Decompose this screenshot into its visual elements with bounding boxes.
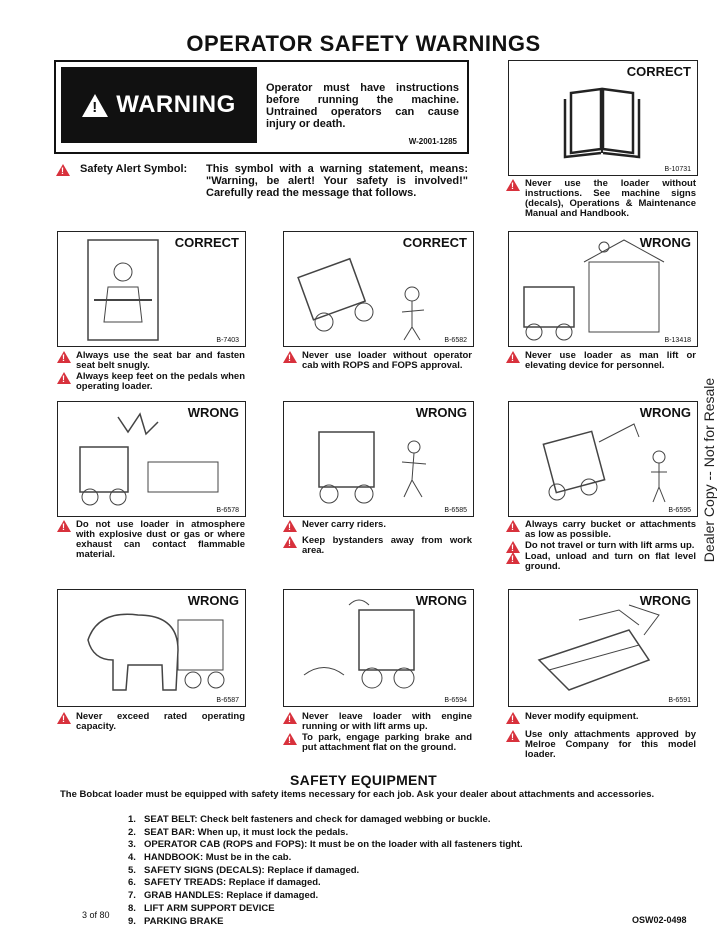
panel-code: B-6582 [444, 337, 467, 344]
warning-code: W-2001-1285 [408, 137, 457, 146]
safety-alert-icon [283, 351, 297, 363]
warning-header [61, 67, 257, 143]
safety-alert-icon [506, 520, 520, 532]
panel-code: B-6587 [216, 697, 239, 704]
panel-caption: ! Never carry riders. ! Keep bystanders away from work area. [283, 520, 472, 557]
panel-label: CORRECT [402, 235, 467, 250]
panel-code: B-7403 [216, 337, 239, 344]
warning-triangle-icon [82, 94, 108, 117]
safety-alert-icon [57, 520, 71, 532]
panel-label: WRONG [415, 405, 467, 420]
panel-label: WRONG [639, 593, 691, 608]
list-item: 1. SEAT BELT: Check belt fasteners and check for damaged webbing or buckle. [128, 814, 491, 825]
safety-alert-icon [57, 372, 71, 384]
warning-box [54, 60, 469, 154]
warning-message: Operator must have instructions before running the machine. Untrained operators can cause injury or death. [266, 82, 459, 130]
panel-caption: ! Never use the loader without instructions. See machine signs (decals), Operations & Maintenance Manual and Handbook. [506, 179, 696, 220]
list-item: 3. OPERATOR CAB (ROPS and FOPS): It must be on the loader with all fasteners tight. [128, 839, 523, 851]
panel-caption: ! Always carry bucket or attachments as low as possible. ! Do not travel or turn with lift arms up. ! Load, unload and turn on flat level ground. [506, 520, 696, 573]
panel-seat-bar [57, 231, 246, 347]
safety-alert-label: Safety Alert Symbol: [80, 163, 188, 175]
panel-code: B-10731 [664, 166, 691, 173]
list-item: 8. LIFT ARM SUPPORT DEVICE [128, 902, 275, 914]
list-item: 5. SAFETY SIGNS (DECALS): Replace if damaged. [128, 864, 360, 876]
panel-code: B-6585 [444, 507, 467, 514]
list-item: 9. PARKING BRAKE [128, 915, 224, 927]
panel-manual [508, 60, 698, 176]
panel-caption: ! Always use the seat bar and fasten seat belt snugly. ! Always keep feet on the pedals when operating loader. [57, 351, 245, 393]
safety-alert-icon [506, 730, 520, 742]
panel-explosive [57, 401, 246, 517]
safety-alert-icon [283, 712, 297, 724]
list-item: 6. SAFETY TREADS: Replace if damaged. [128, 877, 321, 889]
panel-label: WRONG [415, 593, 467, 608]
panel-label: WRONG [639, 405, 691, 420]
panel-caption: ! Never leave loader with engine running or with lift arms up. ! To park, engage parking brake and put attachment flat on the ground. [283, 712, 472, 754]
panel-bucket-low [508, 401, 698, 517]
panel-label: CORRECT [626, 64, 691, 79]
panel-rops [283, 231, 474, 347]
section-title: SAFETY EQUIPMENT [290, 772, 437, 788]
panel-caption: ! Never modify equipment. ! Use only attachments approved by Melroe Company for this model loader. [506, 712, 696, 761]
list-item: 2. SEAT BAR: When up, it must lock the pedals. [128, 826, 349, 838]
panel-riders [283, 401, 474, 517]
equipment-list [128, 814, 648, 928]
panel-caption: ! Do not use loader in atmosphere with explosive dust or gas or where exhaust can contact flammable material. [57, 520, 245, 561]
panel-caption: ! Never use loader without operator cab with ROPS and FOPS approval. [283, 351, 472, 372]
safety-alert-icon [506, 351, 520, 363]
safety-alert-icon [506, 179, 520, 191]
page-number: 3 of 80 [82, 910, 110, 920]
document-code: OSW02-0498 [632, 915, 687, 925]
panel-code: B-6578 [216, 507, 239, 514]
panel-engine-running [283, 589, 474, 707]
panel-man-lift [508, 231, 698, 347]
panel-label: WRONG [639, 235, 691, 250]
safety-alert-icon [506, 712, 520, 724]
panel-code: B-6595 [668, 507, 691, 514]
panel-label: CORRECT [174, 235, 239, 250]
safety-alert-icon [506, 552, 520, 564]
safety-alert-icon [57, 712, 71, 724]
safety-alert-icon [283, 520, 297, 532]
list-item: 7. GRAB HANDLES: Replace if damaged. [128, 890, 319, 902]
list-item: 4. HANDBOOK: Must be in the cab. [128, 852, 292, 864]
page-title: OPERATOR SAFETY WARNINGS [186, 31, 541, 56]
safety-alert-icon [283, 536, 297, 548]
panel-code: B-6594 [444, 697, 467, 704]
panel-caption: ! Never use loader as man lift or elevating device for personnel. [506, 351, 696, 372]
panel-code: B-13418 [664, 337, 691, 344]
warning-label: WARNING [116, 91, 236, 118]
section-intro: The Bobcat loader must be equipped with safety items necessary for each job. Ask your dealer about attachments and accessories. [60, 789, 655, 800]
safety-alert-icon [56, 164, 70, 176]
safety-alert-icon [283, 733, 297, 745]
panel-capacity [57, 589, 246, 707]
panel-label: WRONG [187, 405, 239, 420]
panel-modify [508, 589, 698, 707]
safety-alert-text: This symbol with a warning statement, means: "Warning, be alert! Your safety is involved!" Carefully read the message that follows. [206, 163, 468, 199]
panel-caption: ! Never exceed rated operating capacity. [57, 712, 245, 733]
side-note: Dealer Copy -- Not for Resale [701, 377, 717, 563]
safety-alert-icon [57, 351, 71, 363]
panel-code: B-6591 [668, 697, 691, 704]
panel-label: WRONG [187, 593, 239, 608]
